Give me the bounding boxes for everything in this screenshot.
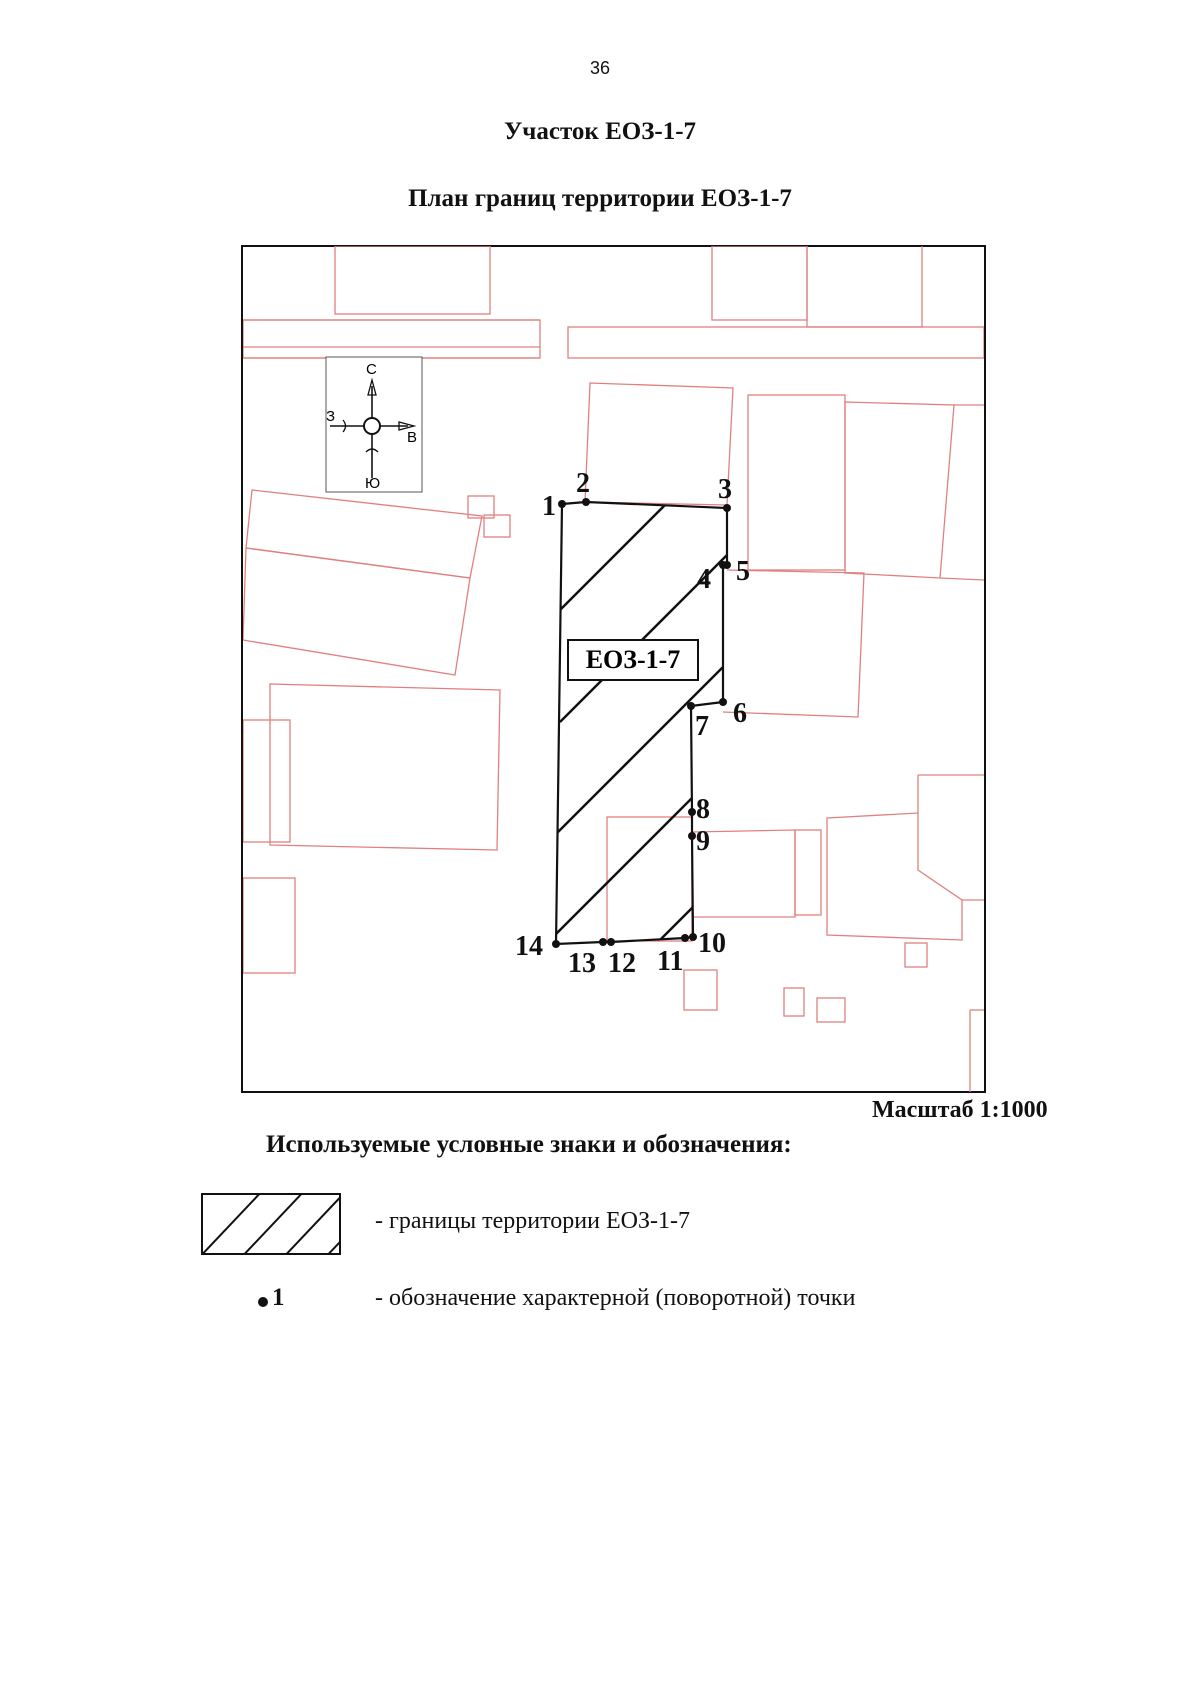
point-label-1: 1 bbox=[542, 491, 556, 522]
compass-south-label: Ю bbox=[365, 475, 381, 492]
point-label-14: 14 bbox=[515, 931, 543, 962]
point-label-11: 11 bbox=[657, 946, 684, 977]
point-label-8: 8 bbox=[696, 794, 710, 825]
compass-rose bbox=[326, 357, 422, 492]
point-label-4: 4 bbox=[697, 564, 711, 595]
legend-title: Используемые условные знаки и обозначения: bbox=[266, 1131, 792, 1158]
plan-title: План границ территории ЕОЗ-1-7 bbox=[408, 185, 792, 212]
point-marker bbox=[607, 938, 615, 946]
point-marker bbox=[687, 702, 695, 710]
compass-north-label: С bbox=[366, 361, 377, 378]
compass-east-label: В bbox=[407, 429, 418, 446]
point-marker bbox=[723, 504, 731, 512]
point-marker bbox=[688, 832, 696, 840]
compass-west-label: З bbox=[326, 408, 336, 425]
zone-label: ЕОЗ-1-7 bbox=[585, 645, 681, 674]
point-label-13: 13 bbox=[568, 948, 596, 979]
point-label-5: 5 bbox=[736, 556, 750, 587]
point-marker bbox=[552, 940, 560, 948]
point-label-2: 2 bbox=[576, 468, 590, 499]
point-marker bbox=[599, 938, 607, 946]
map-scale: Масштаб 1:1000 bbox=[872, 1097, 1048, 1123]
point-label-7: 7 bbox=[695, 711, 709, 742]
point-label-6: 6 bbox=[733, 698, 747, 729]
point-label-12: 12 bbox=[608, 948, 636, 979]
legend-boundary-symbol bbox=[195, 1188, 391, 1262]
point-label-3: 3 bbox=[718, 474, 732, 505]
point-marker bbox=[719, 698, 727, 706]
legend-point-text: - обозначение характерной (поворотной) точки bbox=[375, 1285, 856, 1311]
point-marker bbox=[723, 561, 731, 569]
point-label-10: 10 bbox=[698, 928, 726, 959]
point-label-9: 9 bbox=[696, 826, 710, 857]
point-marker bbox=[689, 933, 697, 941]
legend-point-number: 1 bbox=[272, 1284, 285, 1311]
point-marker bbox=[582, 498, 590, 506]
legend-boundary-text: - границы территории ЕОЗ-1-7 bbox=[375, 1208, 690, 1234]
section-title: Участок ЕОЗ-1-7 bbox=[503, 118, 697, 145]
point-marker bbox=[688, 808, 696, 816]
page-number: 36 bbox=[589, 58, 611, 78]
point-marker bbox=[558, 500, 566, 508]
legend-point-icon bbox=[258, 1297, 268, 1307]
point-marker bbox=[681, 934, 689, 942]
